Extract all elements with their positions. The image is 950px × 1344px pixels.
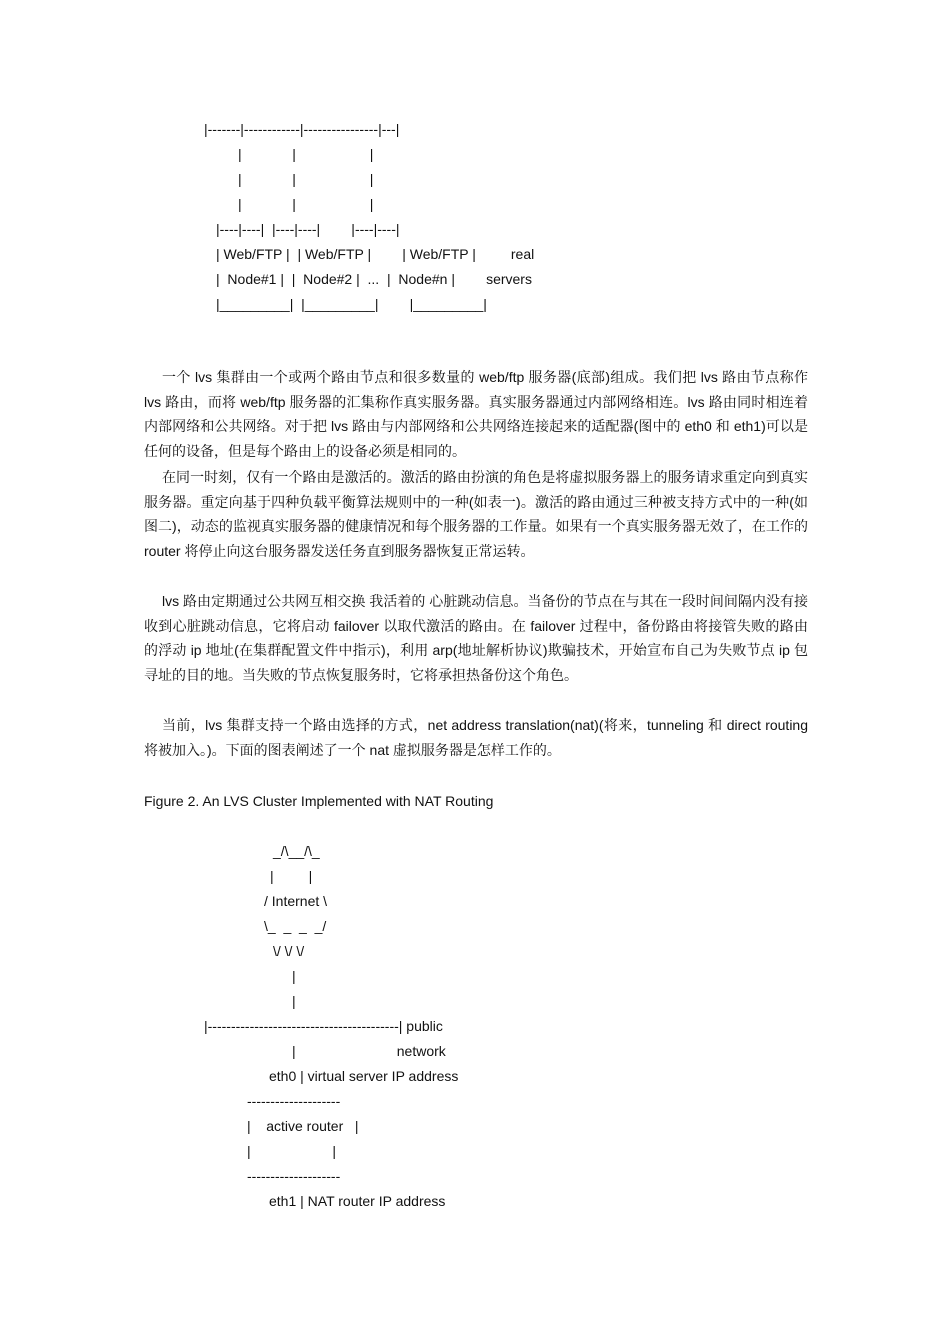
diagram-top-line-8: |_________| |_________| |_________| <box>216 296 487 312</box>
paragraph-2-text: 在同一时刻，仅有一个路由是激活的。激活的路由扮演的角色是将虚拟服务器上的服务请求重定向到真实服务器。重定向基于四种负载平衡算法规则中的一种(如表一)。激活的路由通过三种被支持方式中的一种(如图二)，动态的监视真实服务器的健康情况和每个服务器的工作量。如果有一个真实服务器无效了，在工作的 router 将停止向这台服务器发送任务直到服务器恢复正常运转。 <box>144 469 808 559</box>
nat-diagram-line-11: -------------------- <box>247 1093 341 1109</box>
paragraph-3 <box>144 589 808 687</box>
nat-diagram-line-15: eth1 | NAT router IP address <box>269 1193 446 1209</box>
paragraph-4-text: 当前，lvs 集群支持一个路由选择的方式，net address translation(nat)(将来，tunneling 和 direct routing 将被加入。)。下面的图表阐述了一个 nat 虚拟服务器是怎样工作的。 <box>144 717 808 758</box>
diagram-top-line-1: |-------|------------|----------------|---| <box>204 121 400 137</box>
nat-diagram-line-9: | network <box>292 1043 446 1059</box>
diagram-top-line-7: | Node#1 | | Node#2 | ... | Node#n | servers <box>216 271 532 287</box>
nat-diagram-line-10: eth0 | virtual server IP address <box>269 1068 459 1084</box>
nat-diagram-line-14: -------------------- <box>247 1168 341 1184</box>
paragraph-4 <box>144 713 808 762</box>
nat-diagram-line-13: | | <box>247 1143 336 1159</box>
diagram-top-line-6: | Web/FTP | | Web/FTP | | Web/FTP | real <box>216 246 535 262</box>
nat-diagram-line-1: _/\__/\_ <box>273 843 320 859</box>
paragraph-1 <box>144 365 808 463</box>
nat-diagram-line-5: \/ \/ \/ <box>273 943 305 959</box>
nat-diagram-line-2: | | <box>270 868 313 884</box>
nat-diagram-line-7: | <box>292 993 296 1009</box>
diagram-top-line-2: | | | <box>238 146 374 162</box>
nat-diagram-line-6: | <box>292 968 296 984</box>
nat-diagram-line-12: | active router | <box>247 1118 359 1134</box>
paragraph-1-text: 一个 lvs 集群由一个或两个路由节点和很多数量的 web/ftp 服务器(底部)组成。我们把 lvs 路由节点称作 lvs 路由，而将 web/ftp 服务器的汇集称作真实服务器。真实服务器通过内部网络相连。lvs 路由同时相连着内部网络和公共网络。对于把 lvs 路由与内部网络和公共网络连接起来的适配器(图中的 eth0 和 eth1)可以是任何的设备，但是每个路由上的设备必须是相同的。 <box>144 369 808 459</box>
nat-diagram-line-3: / Internet \ <box>264 893 328 909</box>
paragraph-3-text: lvs 路由定期通过公共网互相交换 我活着的 心脏跳动信息。当备份的节点在与其在一段时间间隔内没有接收到心脏跳动信息，它将启动 failover 以取代激活的路由。在 failover 过程中，备份路由将接管失败的路由的浮动 ip 地址(在集群配置文件中指示)，利用 arp(地址解析协议)欺骗技术，开始宣布自己为失败节点 ip 包寻址的目的地。当失败的节点恢复服务时，它将承担热备份这个角色。 <box>144 593 808 683</box>
figure-caption: Figure 2. An LVS Cluster Implemented with NAT Routing <box>144 793 494 809</box>
diagram-top-line-4: | | | <box>238 196 374 212</box>
diagram-top-line-3: | | | <box>238 171 374 187</box>
paragraph-2 <box>144 465 808 563</box>
diagram-top-line-5: |----|----| |----|----| |----|----| <box>216 221 400 237</box>
nat-diagram-line-8: |-----------------------------------------| public <box>204 1018 443 1034</box>
nat-diagram-line-4: \_ _ _ _/ <box>264 918 327 934</box>
